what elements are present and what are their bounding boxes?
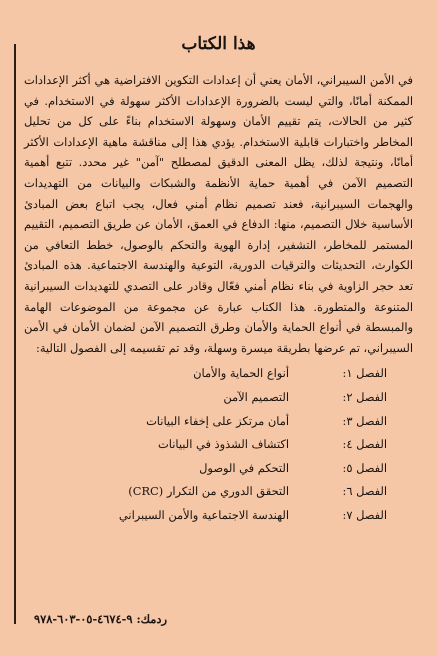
chapter-number: الفصل ٥: (342, 460, 387, 475)
chapter-title: اكتشاف الشذوذ في البيانات (158, 437, 289, 452)
chapter-item (24, 433, 413, 457)
chapter-item (24, 480, 413, 504)
chapter-title: التحكم في الوصول (199, 460, 289, 475)
description-paragraph: في الأمن السيبراني، الأمان يعني أن إعدادات التكوين الافتراضية هي أكثر الإعدادات الممكنة أمانًا، والتي ليست بالضرورة الإعدادات الأكثر سهولة في الاستخدام. في كثير من الحالات، يتم تقييم الأمان وسهولة الاستخدام بناءً على كل من تحليل المخاطر واختبارات قابلية الاستخدام. يؤدي هذا إلى مناقشة ماهية الإعدادات الأكثر أمانًا، ونتيجة لذلك، يظل المعنى الدقيق لمصطلح "آمن" غير محدد. تتبع أهمية التصميم الآمن في أهمية حماية الأنظمة والشبكات والبيانات من التهديدات والهجمات السيبرانية، فعند تصميم نظام أمني فعال، يجب اتباع بعض المبادئ الأساسية خلال التصميم، منها: الدفاع في العمق، الأمان عن طريق التصميم، التقييم المستمر للمخاطر، التشفير، إدارة الهوية والتحكم بالوصول، خطط التعافي من الكوارث، التحديثات والترقيات الدورية، التوعية والهندسة الاجتماعية. هذه المبادئ تعد حجر الزاوية في بناء نظام أمني فعّال وقادر على التصدي للتهديدات السيبرانية المتنوعة والمتطورة. هذا الكتاب عبارة عن مجموعة من الموضوعات الهامة والمبسطة في أنواع الحماية والأمان وطرق التصميم الآمن لضمان الأمان في الأمن السيبراني، تم عرضها بطريقة ميسرة وسهلة، وقد تم تقسيمه إلى الفصول التالية: (24, 73, 413, 355)
chapter-item (24, 410, 413, 434)
isbn-label: ردمك: ٩-٤٦٧٤-٠٥-٦٠٣-٩٧٨ (34, 612, 167, 626)
chapter-title: أنواع الحماية والأمان (193, 366, 289, 381)
cover-content (24, 32, 413, 527)
vertical-rule (14, 44, 16, 624)
chapter-number: الفصل ١: (342, 366, 387, 381)
chapter-number: الفصل ٤: (342, 437, 387, 452)
chapter-number: الفصل ٣: (342, 413, 387, 428)
chapter-item (24, 386, 413, 410)
chapter-number: الفصل ٢: (342, 389, 387, 404)
chapter-number: الفصل ٧: (342, 507, 387, 522)
book-title: هذا الكتاب (181, 34, 256, 54)
chapter-title: أمان مرتكز على إخفاء البيانات (146, 413, 289, 428)
chapter-title: التصميم الآمن (223, 389, 289, 404)
chapter-number: الفصل ٦: (342, 484, 387, 499)
chapter-item (24, 504, 413, 528)
chapter-item (24, 362, 413, 386)
chapter-list (24, 362, 413, 527)
chapter-title: الهندسة الاجتماعية والأمن السيبراني (118, 507, 289, 522)
chapter-title: التحقق الدوري من التكرار (CRC) (128, 484, 289, 499)
chapter-item (24, 457, 413, 481)
